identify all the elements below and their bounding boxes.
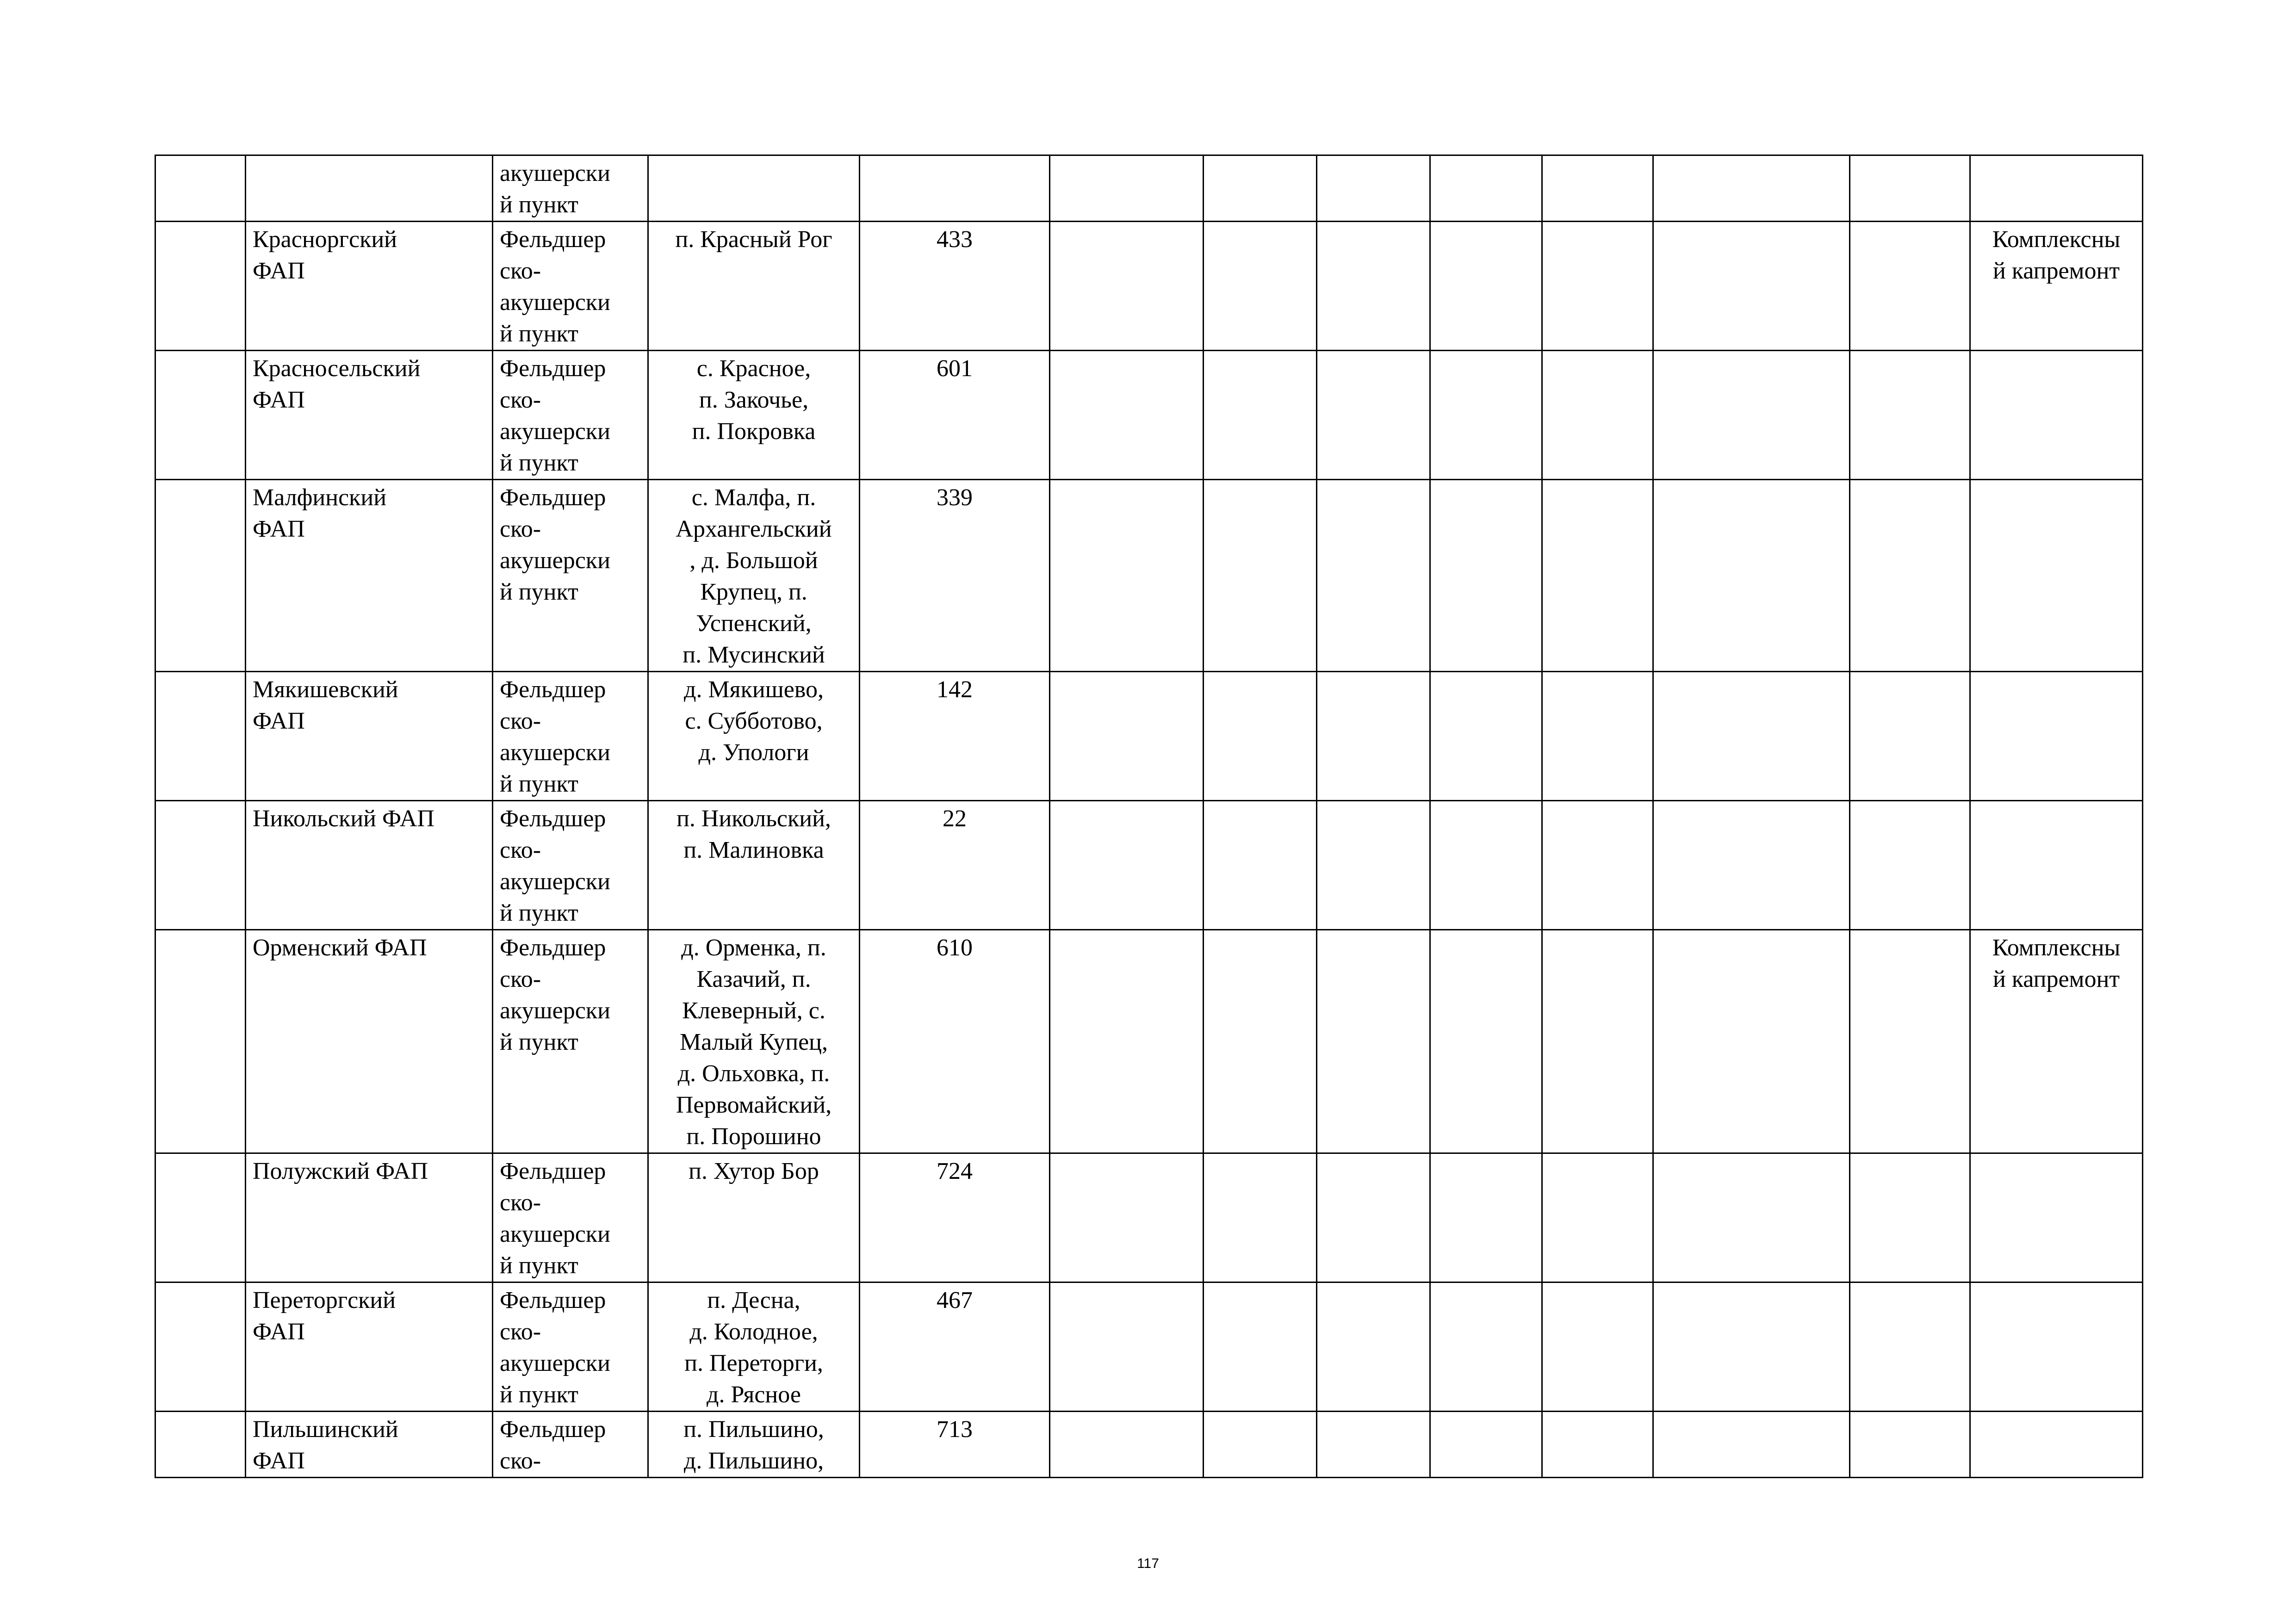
empty-cell	[1204, 155, 1317, 222]
empty-cell	[1317, 930, 1430, 1153]
empty-cell	[1542, 155, 1653, 222]
empty-cell	[1204, 480, 1317, 672]
empty-cell	[1430, 1412, 1542, 1478]
empty-cell	[1850, 1412, 1970, 1478]
table-row	[155, 480, 2143, 672]
served-places-cell: с. Малфа, п. Архангельский , д. Большой Крупец, п. Успенский, п. Мусинский	[648, 480, 860, 672]
empty-cell	[1850, 155, 1970, 222]
empty-cell	[1430, 155, 1542, 222]
facility-name-cell: Пильшинский ФАП	[246, 1412, 493, 1478]
empty-cell	[1430, 351, 1542, 480]
facility-type-cell: Фельдшер ско- акушерски й пункт	[493, 801, 648, 930]
empty-cell	[1430, 801, 1542, 930]
empty-cell	[1317, 672, 1430, 801]
table-row	[155, 351, 2143, 480]
empty-cell	[1653, 801, 1850, 930]
empty-cell	[1430, 1282, 1542, 1412]
facility-name-cell: Красноргский ФАП	[246, 222, 493, 351]
row-number-cell	[155, 222, 246, 351]
empty-cell	[1204, 1282, 1317, 1412]
facility-type-cell: Фельдшер ско- акушерски й пункт	[493, 672, 648, 801]
empty-cell	[1430, 1153, 1542, 1282]
population-cell: 713	[860, 1412, 1050, 1478]
empty-cell	[1050, 672, 1204, 801]
empty-cell	[1850, 480, 1970, 672]
facility-name-cell	[246, 155, 493, 222]
empty-cell	[1653, 480, 1850, 672]
row-number-cell	[155, 351, 246, 480]
facility-name-cell: Малфинский ФАП	[246, 480, 493, 672]
empty-cell	[1317, 155, 1430, 222]
empty-cell	[1850, 1282, 1970, 1412]
empty-cell	[1204, 222, 1317, 351]
empty-cell	[1317, 480, 1430, 672]
empty-cell	[1653, 1153, 1850, 1282]
facility-type-cell: Фельдшер ско- акушерски й пункт	[493, 222, 648, 351]
empty-cell	[1204, 930, 1317, 1153]
population-cell: 339	[860, 480, 1050, 672]
empty-cell	[1204, 1153, 1317, 1282]
empty-cell	[1653, 351, 1850, 480]
table-row	[155, 930, 2143, 1153]
note-cell	[1970, 672, 2143, 801]
population-cell: 433	[860, 222, 1050, 351]
facilities-table	[155, 155, 2143, 1478]
facility-type-cell: Фельдшер ско- акушерски й пункт	[493, 351, 648, 480]
note-cell	[1970, 1282, 2143, 1412]
row-number-cell	[155, 480, 246, 672]
empty-cell	[1653, 222, 1850, 351]
note-cell	[1970, 801, 2143, 930]
served-places-cell: п. Пильшино, д. Пильшино,	[648, 1412, 860, 1478]
served-places-cell: с. Красное, п. Закочье, п. Покровка	[648, 351, 860, 480]
served-places-cell: п. Красный Рог	[648, 222, 860, 351]
row-number-cell	[155, 155, 246, 222]
empty-cell	[1542, 480, 1653, 672]
empty-cell	[1850, 1153, 1970, 1282]
empty-cell	[1542, 930, 1653, 1153]
empty-cell	[1542, 1282, 1653, 1412]
population-cell: 142	[860, 672, 1050, 801]
page-number: 117	[1137, 1556, 1159, 1571]
facility-name-cell: Никольский ФАП	[246, 801, 493, 930]
empty-cell	[1653, 1412, 1850, 1478]
served-places-cell: п. Хутор Бор	[648, 1153, 860, 1282]
empty-cell	[1653, 155, 1850, 222]
served-places-cell: п. Десна, д. Колодное, п. Переторги, д. Рясное	[648, 1282, 860, 1412]
note-cell	[1970, 155, 2143, 222]
facility-type-cell: Фельдшер ско- акушерски й пункт	[493, 480, 648, 672]
empty-cell	[1430, 480, 1542, 672]
empty-cell	[1050, 930, 1204, 1153]
population-cell	[860, 155, 1050, 222]
note-cell	[1970, 1412, 2143, 1478]
facility-type-cell: Фельдшер ско- акушерски й пункт	[493, 1153, 648, 1282]
empty-cell	[1204, 672, 1317, 801]
empty-cell	[1317, 1282, 1430, 1412]
note-cell	[1970, 1153, 2143, 1282]
table-body	[155, 155, 2143, 1478]
empty-cell	[1850, 222, 1970, 351]
table-row	[155, 1153, 2143, 1282]
note-cell	[1970, 480, 2143, 672]
note-cell: Комплексны й капремонт	[1970, 222, 2143, 351]
empty-cell	[1317, 351, 1430, 480]
population-cell: 610	[860, 930, 1050, 1153]
empty-cell	[1653, 930, 1850, 1153]
empty-cell	[1050, 351, 1204, 480]
empty-cell	[1050, 1282, 1204, 1412]
empty-cell	[1653, 672, 1850, 801]
served-places-cell	[648, 155, 860, 222]
empty-cell	[1653, 1282, 1850, 1412]
empty-cell	[1430, 672, 1542, 801]
empty-cell	[1050, 1412, 1204, 1478]
empty-cell	[1542, 672, 1653, 801]
table-row	[155, 1412, 2143, 1478]
population-cell: 724	[860, 1153, 1050, 1282]
empty-cell	[1850, 801, 1970, 930]
population-cell: 22	[860, 801, 1050, 930]
facility-name-cell: Мякишевский ФАП	[246, 672, 493, 801]
table-row	[155, 672, 2143, 801]
row-number-cell	[155, 672, 246, 801]
row-number-cell	[155, 1282, 246, 1412]
empty-cell	[1204, 801, 1317, 930]
empty-cell	[1430, 222, 1542, 351]
served-places-cell: д. Мякишево, с. Субботово, д. Упологи	[648, 672, 860, 801]
empty-cell	[1542, 801, 1653, 930]
empty-cell	[1317, 1153, 1430, 1282]
empty-cell	[1542, 222, 1653, 351]
facility-type-cell: акушерски й пункт	[493, 155, 648, 222]
empty-cell	[1850, 930, 1970, 1153]
facility-type-cell: Фельдшер ско-	[493, 1412, 648, 1478]
served-places-cell: д. Орменка, п. Казачий, п. Клеверный, с. Малый Купец, д. Ольховка, п. Первомайский, п. Порошино	[648, 930, 860, 1153]
table-row	[155, 801, 2143, 930]
empty-cell	[1430, 930, 1542, 1153]
note-cell	[1970, 351, 2143, 480]
empty-cell	[1542, 1153, 1653, 1282]
empty-cell	[1050, 801, 1204, 930]
facility-type-cell: Фельдшер ско- акушерски й пункт	[493, 1282, 648, 1412]
empty-cell	[1317, 801, 1430, 930]
facility-name-cell: Красносельский ФАП	[246, 351, 493, 480]
row-number-cell	[155, 1412, 246, 1478]
served-places-cell: п. Никольский, п. Малиновка	[648, 801, 860, 930]
empty-cell	[1204, 1412, 1317, 1478]
empty-cell	[1317, 1412, 1430, 1478]
empty-cell	[1317, 222, 1430, 351]
row-number-cell	[155, 930, 246, 1153]
empty-cell	[1850, 351, 1970, 480]
empty-cell	[1050, 1153, 1204, 1282]
row-number-cell	[155, 801, 246, 930]
table-row	[155, 155, 2143, 222]
facility-type-cell: Фельдшер ско- акушерски й пункт	[493, 930, 648, 1153]
row-number-cell	[155, 1153, 246, 1282]
empty-cell	[1542, 351, 1653, 480]
empty-cell	[1050, 480, 1204, 672]
empty-cell	[1850, 672, 1970, 801]
table-row	[155, 1282, 2143, 1412]
table-row	[155, 222, 2143, 351]
empty-cell	[1204, 351, 1317, 480]
facility-name-cell: Переторгский ФАП	[246, 1282, 493, 1412]
population-cell: 601	[860, 351, 1050, 480]
note-cell: Комплексны й капремонт	[1970, 930, 2143, 1153]
facility-name-cell: Орменский ФАП	[246, 930, 493, 1153]
empty-cell	[1050, 155, 1204, 222]
empty-cell	[1050, 222, 1204, 351]
facility-name-cell: Полужский ФАП	[246, 1153, 493, 1282]
empty-cell	[1542, 1412, 1653, 1478]
population-cell: 467	[860, 1282, 1050, 1412]
